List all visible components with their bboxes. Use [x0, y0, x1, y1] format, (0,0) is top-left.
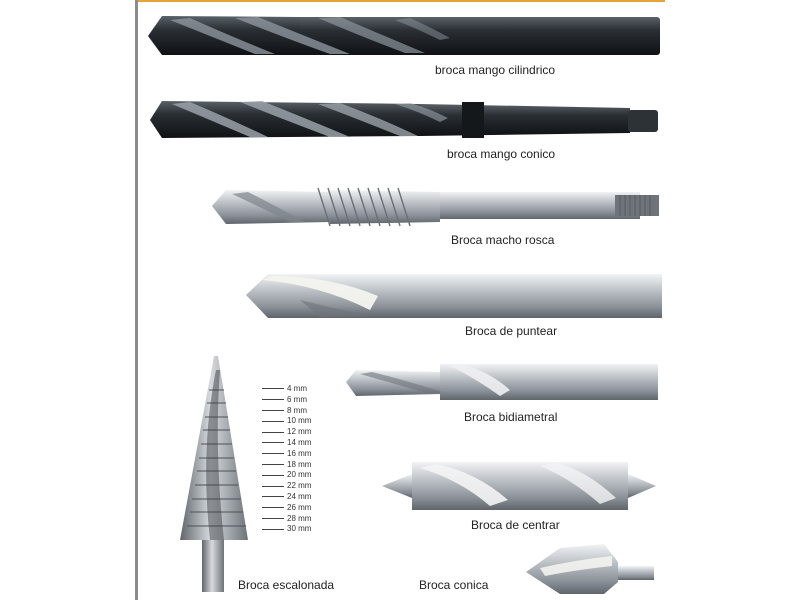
- step-size-tick: [262, 395, 311, 406]
- step-size-label: 22 mm: [287, 481, 312, 491]
- stepped-cone-drill: [180, 356, 248, 592]
- tick-line: [262, 432, 284, 433]
- step-size-tick: [262, 449, 311, 460]
- step-size-label: 18 mm: [287, 459, 312, 469]
- tick-line: [262, 421, 284, 422]
- step-size-tick: [262, 460, 311, 471]
- twist-drill-taper-shank: [150, 101, 658, 138]
- label-broca-macho-rosca: Broca macho rosca: [451, 233, 555, 247]
- drill-tap-bit: [212, 188, 659, 226]
- step-size-tick: [262, 481, 311, 492]
- label-broca-bidiametral: Broca bidiametral: [464, 410, 558, 424]
- tick-line: [262, 507, 284, 508]
- step-size-tick: [262, 524, 311, 535]
- step-size-label: 12 mm: [287, 427, 312, 437]
- tick-line: [262, 496, 284, 497]
- tick-line: [262, 442, 284, 443]
- step-size-label: 6 mm: [287, 394, 307, 404]
- step-size-label: 20 mm: [287, 470, 312, 480]
- step-size-label: 14 mm: [287, 437, 312, 447]
- step-size-tick: [262, 427, 311, 438]
- tick-line: [262, 410, 284, 411]
- step-size-tick: [262, 406, 311, 417]
- center-drill: [382, 462, 656, 510]
- tick-line: [262, 486, 284, 487]
- step-size-scale: [262, 384, 311, 535]
- step-size-label: 4 mm: [287, 384, 307, 393]
- tick-line: [262, 388, 284, 389]
- step-size-tick: [262, 514, 311, 525]
- step-size-tick: [262, 438, 311, 449]
- tick-line: [262, 518, 284, 519]
- tick-line: [262, 453, 284, 454]
- tick-line: [262, 464, 284, 465]
- step-size-tick: [262, 384, 311, 395]
- label-broca-de-puntear: Broca de puntear: [465, 324, 558, 338]
- step-size-tick: [262, 503, 311, 514]
- step-size-label: 8 mm: [287, 405, 307, 415]
- step-size-label: 10 mm: [287, 416, 312, 426]
- label-broca-conica: Broca conica: [419, 578, 489, 592]
- label-broca-de-centrar: Broca de centrar: [471, 518, 560, 532]
- tick-line: [262, 399, 284, 400]
- step-size-label: 24 mm: [287, 491, 312, 501]
- step-size-label: 30 mm: [287, 524, 312, 534]
- spotting-drill: [246, 274, 662, 318]
- label-broca-mango-conico: broca mango conico: [447, 147, 556, 161]
- twist-drill-straight-shank: [148, 16, 660, 55]
- label-broca-escalonada: Broca escalonada: [238, 578, 335, 592]
- tick-line: [262, 529, 284, 530]
- step-size-label: 16 mm: [287, 448, 312, 458]
- step-size-label: 28 mm: [287, 513, 312, 523]
- step-size-label: 26 mm: [287, 502, 312, 512]
- label-broca-mango-cilindrico: broca mango cilindrico: [435, 63, 556, 77]
- conical-drill: [526, 544, 654, 594]
- step-size-tick: [262, 416, 311, 427]
- step-drill-two-diameter: [346, 364, 658, 400]
- step-size-tick: [262, 470, 311, 481]
- tick-line: [262, 475, 284, 476]
- step-size-tick: [262, 492, 311, 503]
